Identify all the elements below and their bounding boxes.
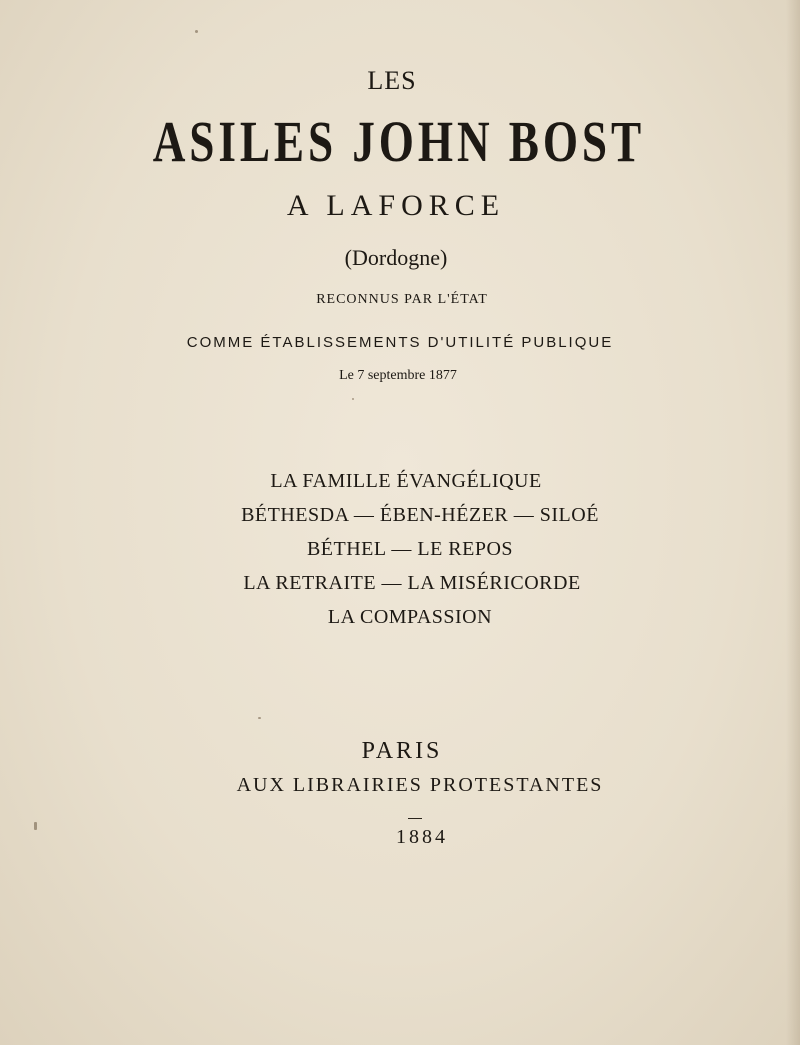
paper-speck <box>34 822 37 830</box>
publisher: AUX LIBRAIRIES PROTESTANTES <box>236 774 604 796</box>
main-title: ASILES JOHN BOST <box>152 109 646 174</box>
institution-line: LA RETRAITE — LA MISÉRICORDE <box>243 572 581 594</box>
institution-line: BÉTHESDA — ÉBEN-HÉZER — SILOÉ <box>241 504 599 526</box>
separator-rule <box>408 818 422 819</box>
recognition-line-1: RECONNUS PAR L'ÉTAT <box>316 292 488 307</box>
region: (Dordogne) <box>344 245 448 270</box>
institution-line: BÉTHEL — LE REPOS <box>306 538 514 560</box>
location-subtitle: A LAFORCE <box>286 189 506 222</box>
paper-speck <box>352 398 354 400</box>
title-article: LES <box>367 66 417 95</box>
publication-city: PARIS <box>361 738 443 764</box>
publication-year: 1884 <box>396 826 448 848</box>
paper-speck <box>195 30 198 33</box>
institution-line: LA FAMILLE ÉVANGÉLIQUE <box>270 470 542 492</box>
recognition-date: Le 7 septembre 1877 <box>339 368 457 383</box>
institution-line: LA COMPASSION <box>327 606 493 628</box>
paper-speck <box>258 717 261 719</box>
recognition-line-2: COMME ÉTABLISSEMENTS D'UTILITÉ PUBLIQUE <box>186 334 614 351</box>
